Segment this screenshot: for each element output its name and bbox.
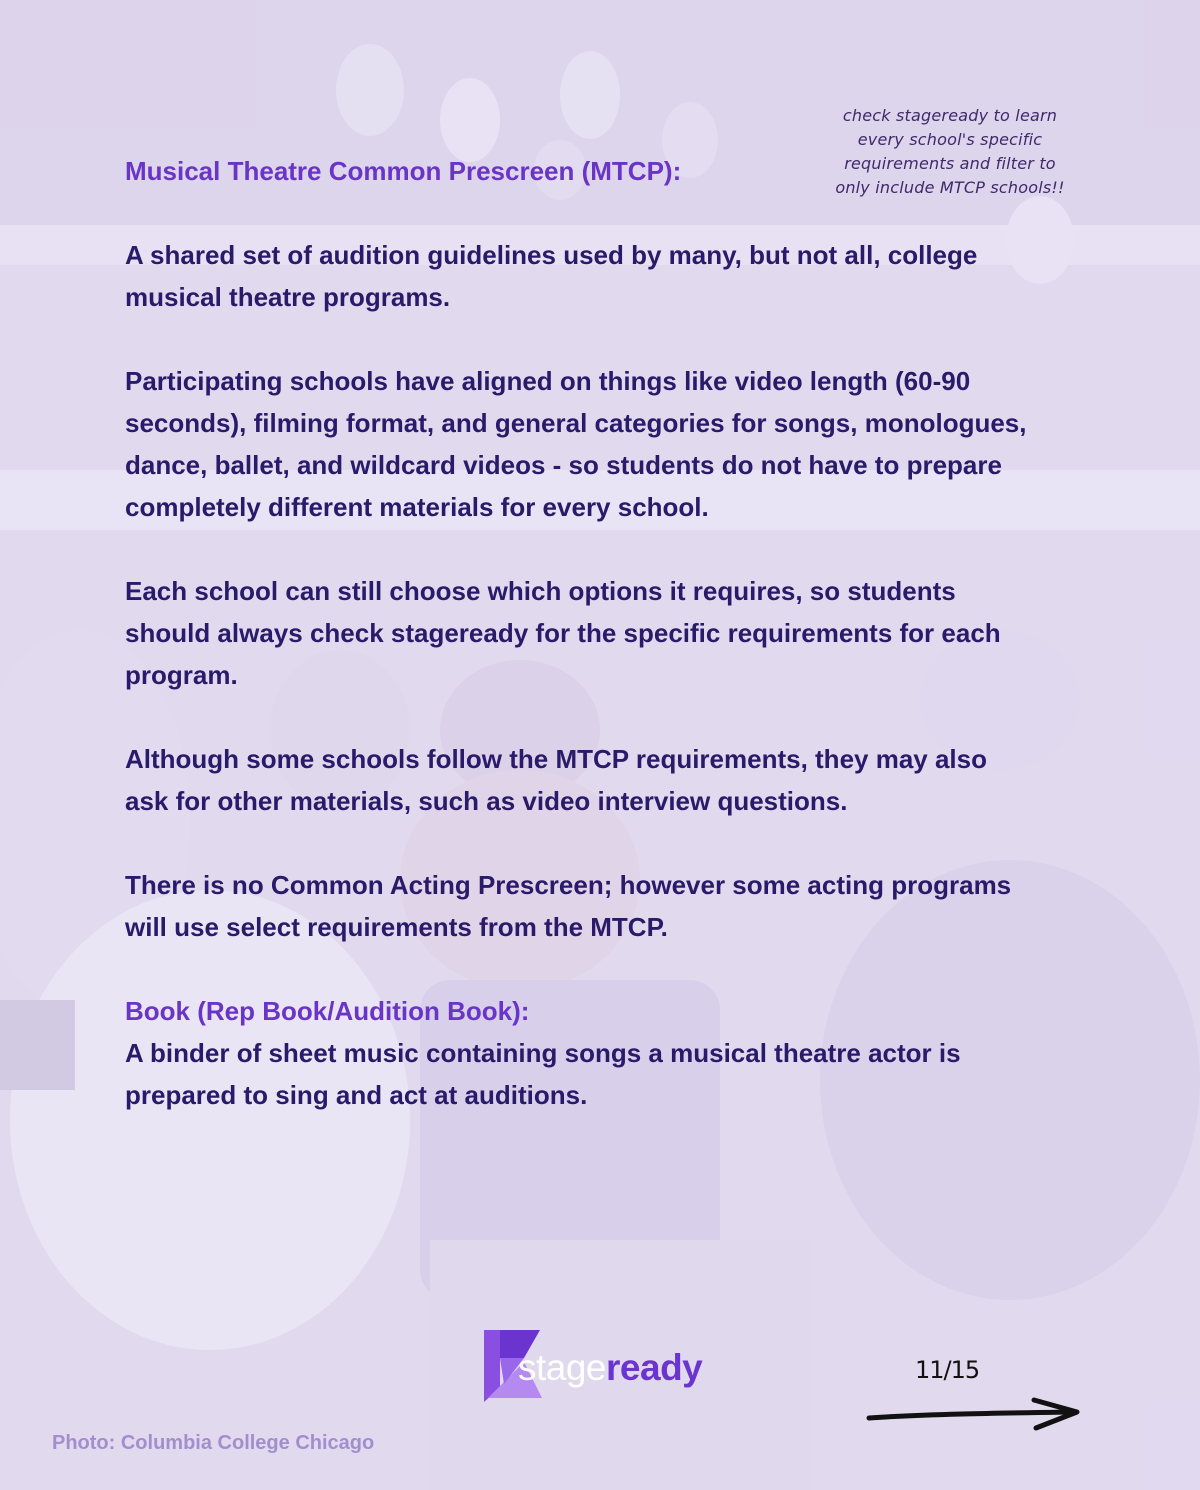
page-number: 11/15 [915,1356,980,1384]
book-heading: Book (Rep Book/Audition Book): [125,996,530,1026]
note-line: only include MTCP schools!! [835,178,1065,197]
stageready-logo[interactable] [480,1328,740,1404]
text-line: should always check stageready for the specific requirements for each [125,618,1001,648]
mtcp-heading: Musical Theatre Common Prescreen (MTCP): [125,156,682,186]
text-line: Participating schools have aligned on things like video length (60-90 [125,366,971,396]
logo-wordmark [518,1346,702,1390]
paragraph-mtcp-definition [125,234,1115,318]
logo-word-stage: stage [518,1347,607,1388]
text-line: Each school can still choose which options it requires, so students [125,576,956,606]
text-line: completely different materials for every school. [125,492,709,522]
text-line: A binder of sheet music containing songs a musical theatre actor is [125,1038,961,1068]
text-line: musical theatre programs. [125,282,451,312]
note-line: every school's specific [857,130,1043,149]
text-line: dance, ballet, and wildcard videos - so students do not have to prepare [125,450,1002,480]
note-line: check stageready to learn [842,106,1058,125]
paragraph-acting-prescreen [125,864,1115,948]
main-content [125,150,1115,1116]
text-line: will use select requirements from the MTCP. [125,912,668,942]
text-line: ask for other materials, such as video interview questions. [125,786,848,816]
paragraph-participating-schools [125,360,1115,528]
text-line: There is no Common Acting Prescreen; however some acting programs [125,870,1012,900]
paragraph-other-materials [125,738,1115,822]
arrow-right-icon[interactable] [866,1396,1086,1436]
paragraph-school-options [125,570,1115,696]
logo-word-ready: ready [606,1347,703,1388]
text-line: program. [125,660,238,690]
text-line: seconds), filming format, and general categories for songs, monologues, [125,408,1027,438]
note-line: requirements and filter to [844,154,1056,173]
photo-credit: Photo: Columbia College Chicago [52,1432,375,1454]
text-line: Although some schools follow the MTCP requirements, they may also [125,744,987,774]
text-line: prepared to sing and act at auditions. [125,1080,588,1110]
text-line: A shared set of audition guidelines used by many, but not all, college [125,240,978,270]
paragraph-book-definition [125,1032,1115,1116]
